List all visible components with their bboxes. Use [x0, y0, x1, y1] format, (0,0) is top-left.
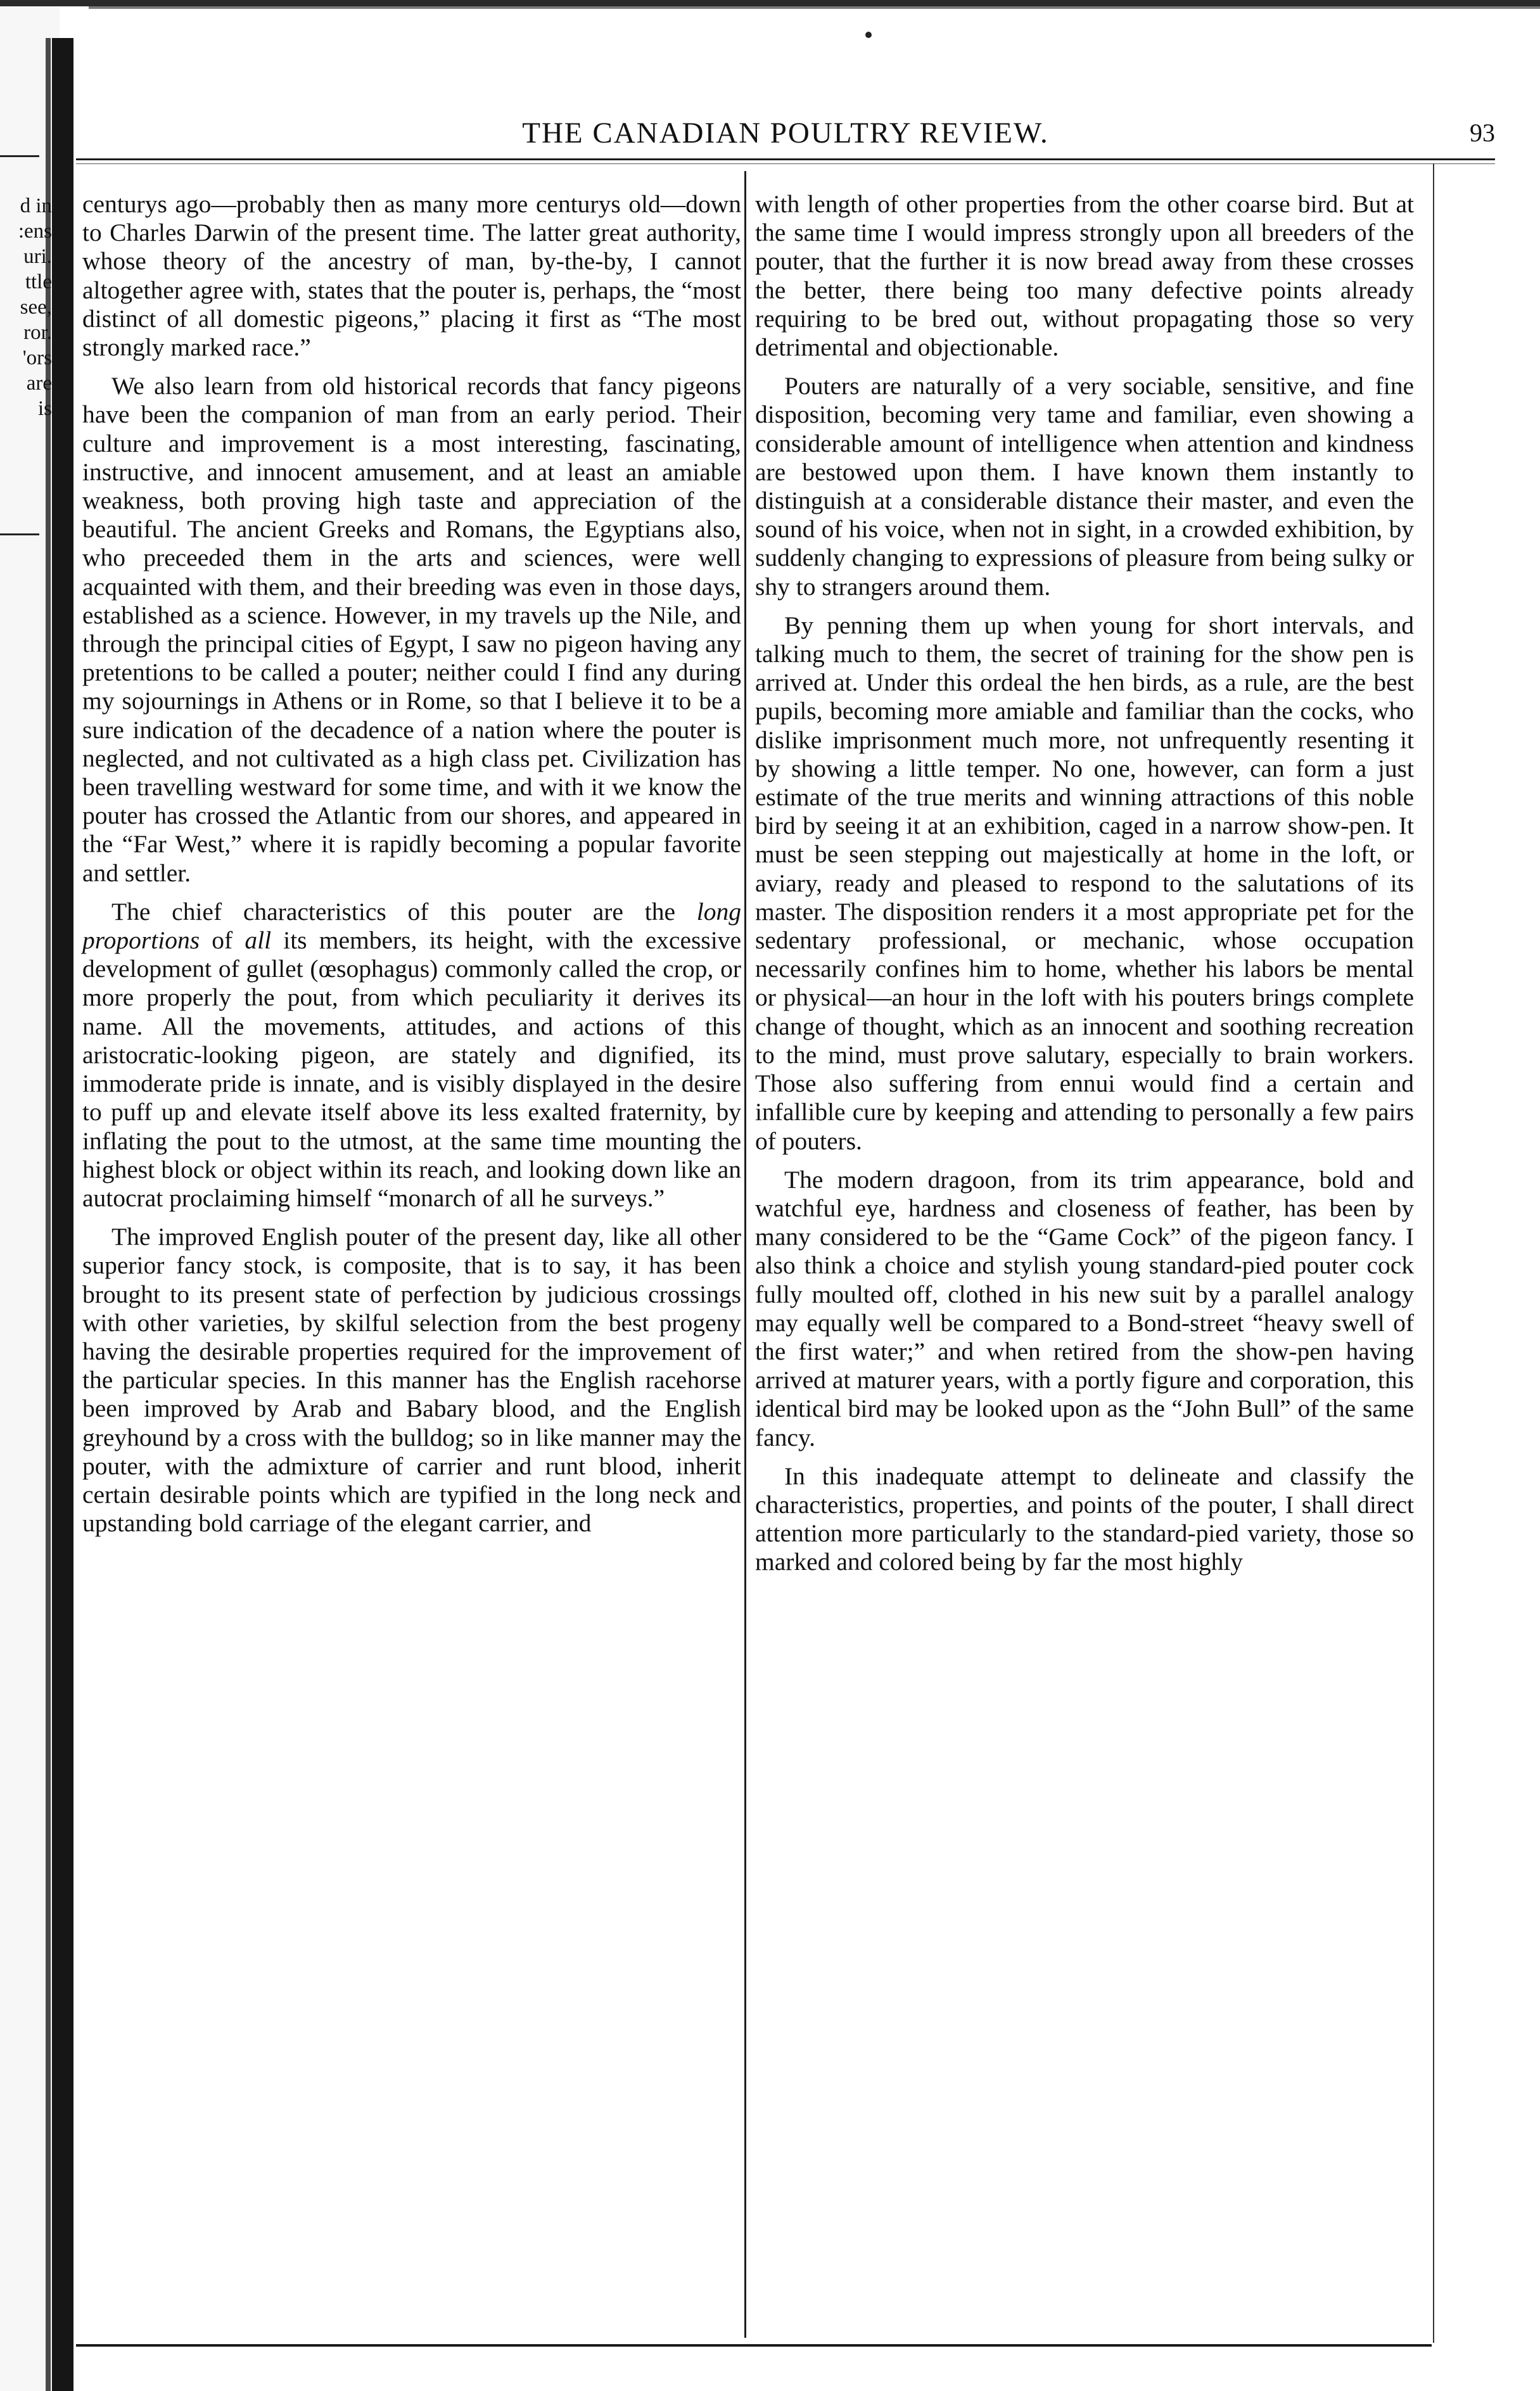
header-rule-thin	[76, 163, 1495, 164]
margin-fragment: is	[37, 397, 52, 420]
paragraph: The modern dragoon, from its trim appearance, bold and watchful eye, hardness and closeness of feather, has been by many considered to be the “Game Cock” of the pigeon fancy. I also think a choice and stylish young standard-pied pouter cock fully moulted off, clothed in his new suit by a parallel analogy may equally well be compared to a Bond-street “heavy swell of the first water;” and when retired from the show-pen having arrived at maturer years, with a portly figure and corporation, this identical bird may be looked upon as the “John Bull” of the same fancy.	[755, 1165, 1414, 1451]
margin-fragment: :ens	[18, 220, 52, 243]
margin-fragment: see,	[20, 296, 52, 319]
text-run: of	[200, 926, 245, 955]
margin-rule-top	[0, 155, 39, 157]
right-border	[1433, 163, 1434, 2343]
text-run: its members, its height, with the excessive development of gullet (œsophagus) commonly called the crop, or more properly the pout, from which peculiarity it derives its name. All the movements, attitudes, and actions of this aristocratic-looking pigeon, are stately and dignified, its immoderate pride is innate, and is visibly displayed in the desire to puff up and elevate itself above its less exalted fraternity, by inflating the pout to the utmost, at the same time mounting the highest block or object within its reach, and looking down like an autocrat proclaiming himself “monarch of all he surveys.”	[82, 926, 741, 1212]
paragraph: Pouters are naturally of a very sociable, sensitive, and fine disposition, becoming very tame and familiar, even showing a considerable amount of intelligence when attention and kindness are bestowed upon them. I have known them instantly to distinguish at a considerable distance their master, and even the sound of his voice, when not in sight, in a crowded exhibition, by suddenly changing to expressions of pleasure from being sulky or shy to strangers around them.	[755, 372, 1414, 601]
margin-fragments	[0, 193, 52, 421]
header-rule	[76, 158, 1495, 160]
binding-edge	[52, 38, 73, 2391]
left-column	[82, 190, 741, 1538]
margin-fragment: uri.	[23, 245, 52, 268]
paragraph: The improved English pouter of the present day, like all other superior fancy stock, is composite, that is to say, it has been brought to its present state of perfection by judicious crossings with other varieties, by skilful selection from the best progeny having the desirable properties required for the improvement of the particular species. In this manner has the English racehorse been improved by Arab and Babary blood, and the English greyhound by a cross with the bulldog; so in like manner may the pouter, with the admixture of carrier and runt blood, inherit certain desirable points which are typified in the long neck and upstanding bold carriage of the elegant carrier, and	[82, 1223, 741, 1538]
page-number: 93	[1470, 118, 1495, 147]
column-divider	[744, 171, 746, 2338]
page-top-edge-line	[89, 6, 1540, 9]
paragraph: We also learn from old historical records that fancy pigeons have been the companion of man from an early period. Their culture and improvement is a most interesting, fascinating, instructive, and innocent amusement, and at least an amiable weakness, both proving high taste and appreciation of the beautiful. The ancient Greeks and Romans, the Egyptians also, who preceeded them in the arts and sciences, were well acquainted with them, and their breeding was even in those days, established as a science. However, in my travels up the Nile, and through the principal cities of Egypt, I saw no pigeon having any pretentions to be called a pouter; neither could I find any during my sojournings in Athens or in Rome, so that I believe it to be a sure indication of the decadence of a nation where the pouter is neglected, and not cultivated as a high class pet. Civilization has been travelling westward for some time, and with it we know the pouter has crossed the Atlantic from our shores, and appeared in the “Far West,” where it is rapidly becoming a popular favorite and settler.	[82, 372, 741, 887]
page-top-edge	[0, 0, 1540, 6]
margin-rule-bottom	[0, 533, 39, 535]
footer-rule	[76, 2344, 1432, 2347]
margin-fragment: ttle	[25, 271, 52, 293]
paragraph: By penning them up when young for short intervals, and talking much to them, the secret of training for the show pen is arrived at. Under this ordeal the hen birds, as a rule, are the best pupils, becoming more amiable and familiar than the cocks, who dislike imprisonment much more, not unfrequently resenting it by showing a little temper. No one, however, can form a just estimate of the true merits and winning attractions of this noble bird by seeing it at an exhibition, caged in a narrow show-pen. It must be seen stepping out majestically at home in the loft, or aviary, ready and pleased to respond to the salutations of its master. The disposition renders it a most appropriate pet for the sedentary professional, or mechanic, whose occupation necessarily confines him to home, whether his labors be mental or physical—an hour in the loft with his pouters brings complete change of thought, which as an innocent and soothing recreation to the mind, must prove salutary, especially to brain workers. Those also suffering from ennui would find a certain and infallible cure by keeping and attending to personally a few pairs of pouters.	[755, 611, 1414, 1155]
ink-speck	[865, 32, 872, 38]
paragraph: with length of other properties from the other coarse bird. But at the same time I would impress strongly upon all breeders of the pouter, that the further it is now bread away from these crosses the better, there being too many defective points already requiring to be bred out, without propagating those so very detrimental and objectionable.	[755, 190, 1414, 362]
paragraph: centurys ago—probably then as many more centurys old—down to Charles Darwin of the present time. The latter great authority, whose theory of the ancestry of man, by-the-by, I cannot altogether agree with, states that the pouter is, perhaps, the “most distinct of all domestic pigeons,” placing it first as “The most strongly marked race.”	[82, 190, 741, 362]
margin-fragment: 'ors	[22, 347, 52, 369]
margin-fragment: are	[26, 372, 52, 395]
margin-fragment: ror.	[23, 321, 52, 344]
emphasis: long proportions	[82, 897, 741, 955]
paragraph	[82, 898, 741, 1213]
text-run: The chief characteristics of this pouter are the	[111, 897, 697, 926]
paragraph: In this inadequate attempt to delineate and classify the characteristics, properties, and points of the pouter, I shall direct attention more particularly to the standard-pied variety, those so marked and colored being by far the most highly	[755, 1462, 1414, 1576]
margin-fragment: d in	[20, 194, 52, 217]
right-column	[755, 190, 1414, 1577]
running-header	[76, 114, 1495, 152]
journal-title: THE CANADIAN POULTRY REVIEW.	[522, 117, 1049, 150]
emphasis: all	[245, 926, 272, 955]
